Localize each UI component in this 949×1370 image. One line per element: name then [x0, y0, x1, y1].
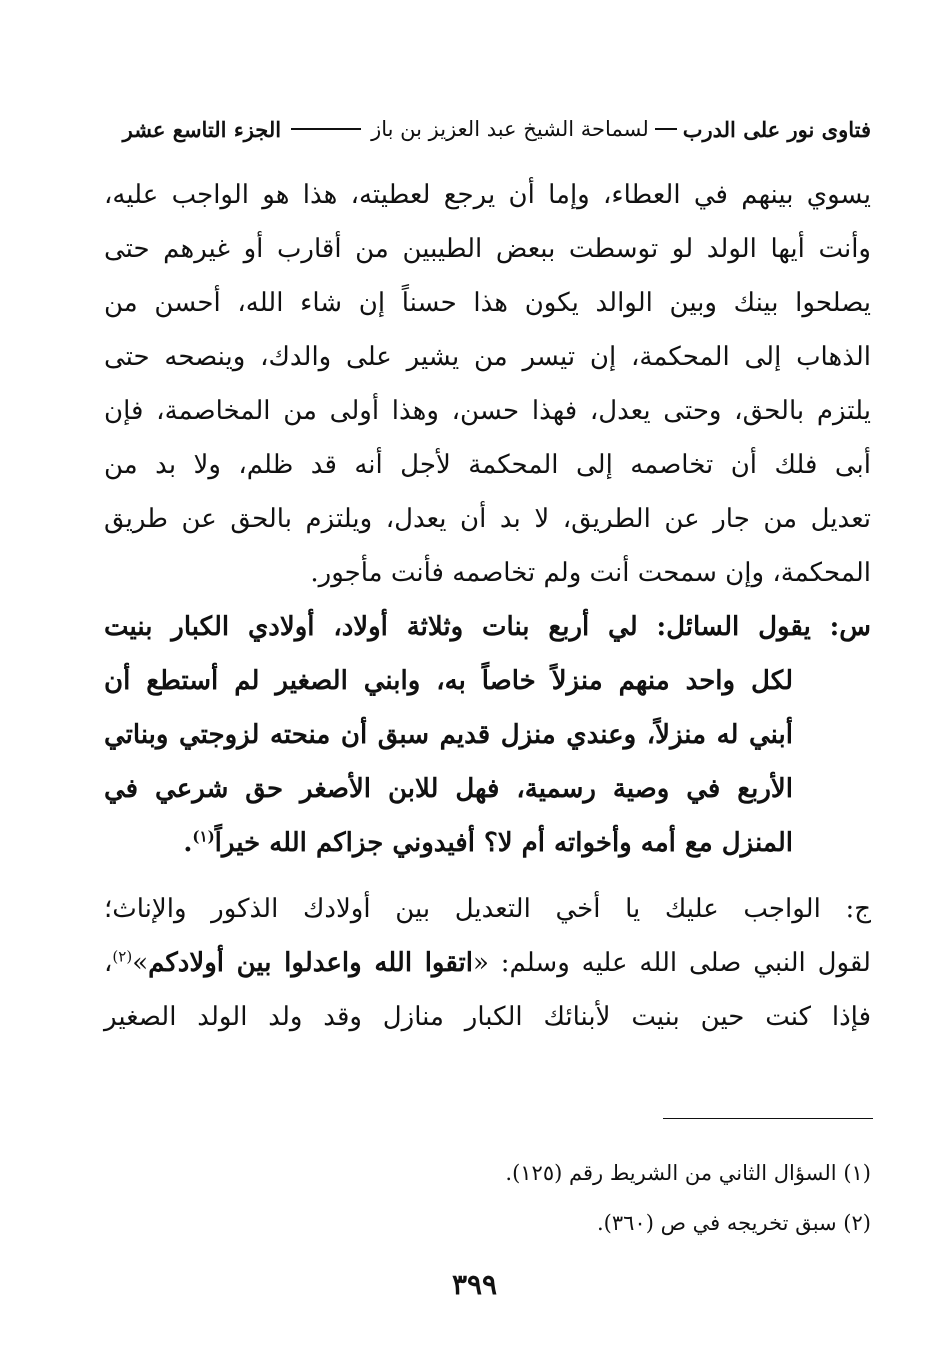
running-header — [108, 112, 871, 146]
question-paragraph — [104, 600, 871, 870]
header-separator-long — [291, 128, 361, 130]
text-line: يلتزم بالحق، وحتى يعدل، فهذا حسن، وهذا أولى من المخاصمة، فإن — [104, 396, 871, 426]
footnote: (١) السؤال الثاني من الشريط رقم (١٢٥). — [505, 1161, 871, 1185]
text-line: المحكمة، وإن سمحت أنت ولم تخاصمه فأنت مأجور. — [310, 558, 871, 588]
paragraph-gap — [104, 870, 871, 882]
text-line: يصلحوا بينك وبين الوالد يكون هذا حسناً إن شاء الله، أحسن من — [104, 288, 871, 318]
answer-line: فإذا كنت حين بنيت لأبنائك الكبار منازل وقد ولد الولد الصغير — [104, 1002, 871, 1032]
answer-text: لقول النبي صلى الله عليه وسلم: « — [472, 948, 871, 978]
question-line: لكل واحد منهم منزلاً خاصاً به، وابني الصغير لم أستطع أن — [104, 666, 793, 696]
question-line: أبني له منزلاً، وعندي منزل قديم سبق أن منحته لزوجتي وبناتي — [104, 720, 793, 750]
author-name: لسماحة الشيخ عبد العزيز بن باز — [371, 117, 649, 141]
text-line: يسوي بينهم في العطاء، وإما أن يرجع لعطيته، هذا هو الواجب عليه، — [104, 180, 871, 210]
question-line: المنزل مع أمه وأخواته أم لا؟ أفيدوني جزاكم الله خيراً$^{(١)}$. — [183, 827, 793, 858]
footnotes — [104, 1148, 871, 1248]
footnote: (٢) سبق تخريجه في ص (٣٦٠). — [597, 1211, 871, 1235]
book-title: فتاوى نور على الدرب — [682, 116, 871, 142]
question-text: المنزل مع أمه وأخواته أم لا؟ أفيدوني جزاكم الله خيراً — [214, 828, 793, 858]
answer-comma: ، — [104, 948, 113, 978]
text-line: وأنت أيها الولد لو توسطت ببعض الطيبين من أقارب أو غيرهم حتى — [104, 234, 871, 264]
answer-line: ج: الواجب عليك يا أخي التعديل بين أولادك الذكور والإناث؛ — [104, 894, 871, 924]
page-body — [104, 168, 871, 1044]
answer-line — [104, 936, 871, 990]
question-line: الأربع في وصية رسمية، فهل للابن الأصغر حق شرعي في — [104, 774, 793, 804]
page-number: ٣٩٩ — [451, 1268, 498, 1301]
footnote-ref-2: (٢) — [112, 947, 133, 966]
text-line: الذهاب إلى المحكمة، إن تيسر من يشير على والدك، وينصحه حتى — [104, 342, 871, 372]
volume-part: الجزء التاسع عشر — [122, 116, 282, 142]
text-line: أبى فلك أن تخاصمه إلى المحكمة لأجل أنه قد ظلم، ولا بد من — [104, 450, 871, 480]
text-line: تعديل من جار عن الطريق، لا بد أن يعدل، ويلتزم بالحق عن طريق — [104, 504, 871, 534]
footnote-ref-1: (١) — [192, 827, 215, 846]
header-separator-short — [655, 128, 677, 130]
quote-close: » — [132, 948, 149, 978]
hadith-quote: اتقوا الله واعدلوا بين أولادكم — [148, 948, 473, 978]
question-line: س: يقول السائل: لي أربع بنات وثلاثة أولاد، أولادي الكبار بنيت — [104, 612, 871, 642]
footnote-separator — [663, 1118, 873, 1119]
